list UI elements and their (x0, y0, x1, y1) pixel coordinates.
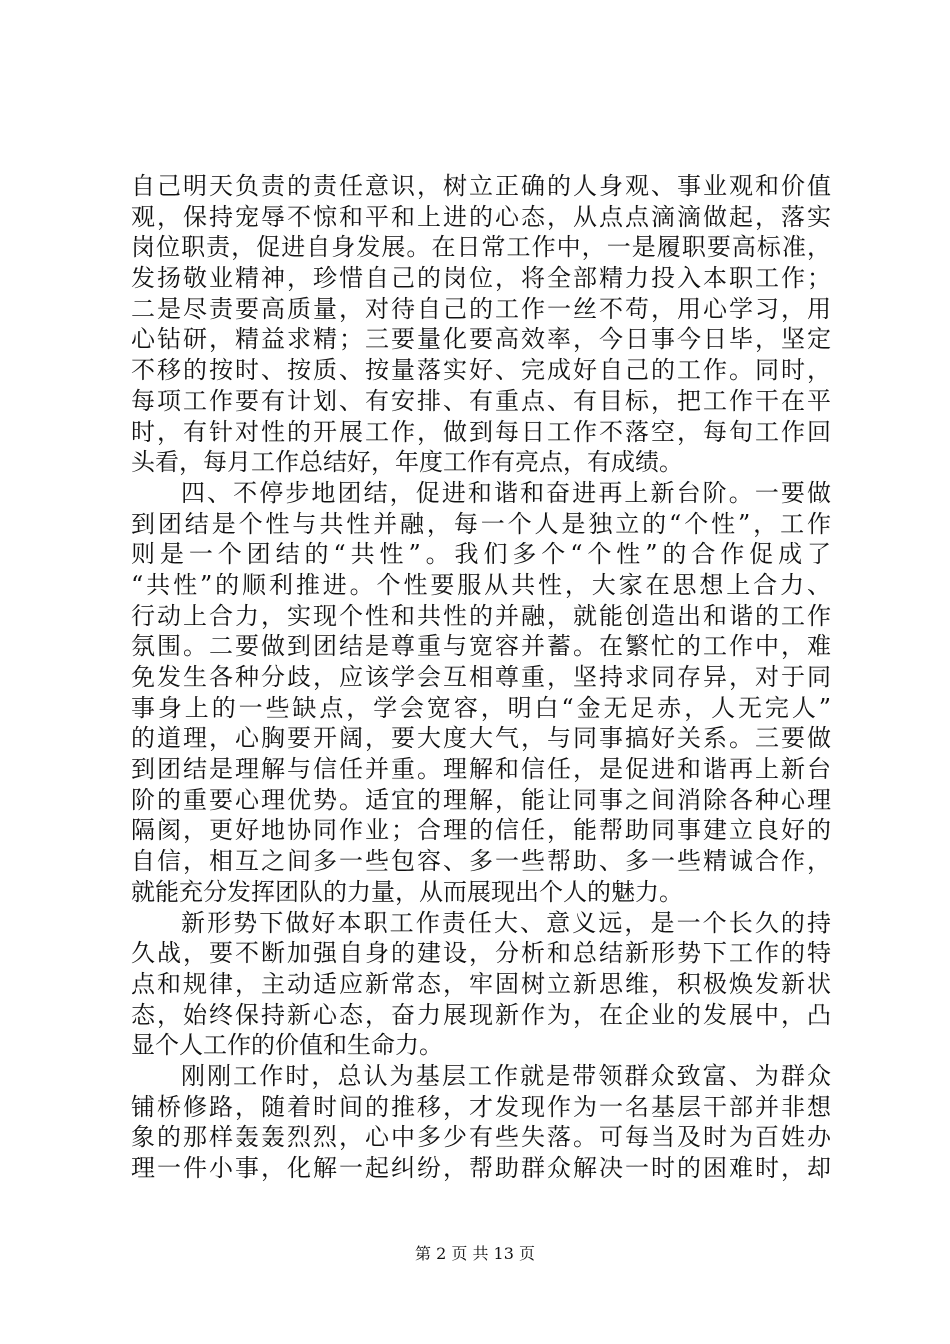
text-line: 铺桥修路，随着时间的推移，才发现作为一名基层干部并非想 (131, 1092, 831, 1121)
text-line: 就能充分发挥团队的力量，从而展现出个人的魅力。 (131, 877, 683, 906)
text-line: 事身上的一些缺点，学会宽容，明白“金无足赤，人无完人” (131, 693, 831, 722)
text-line: 刚刚工作时，总认为基层工作就是带领群众致富、为群众 (181, 1061, 831, 1090)
paragraph (131, 1061, 831, 1184)
paragraph (131, 478, 831, 908)
text-line: 到团结是理解与信任并重。理解和信任，是促进和谐再上新台 (131, 755, 831, 784)
text-line: 态，始终保持新心态，奋力展现新作为，在企业的发展中，凸 (131, 1000, 831, 1029)
text-line: 点和规律，主动适应新常态，牢固树立新思维，积极焕发新状 (131, 969, 831, 998)
page-number-footer: 第 2 页 共 13 页 (415, 1244, 535, 1263)
text-line: 头看，每月工作总结好，年度工作有亮点，有成绩。 (131, 448, 683, 477)
text-line: 久战，要不断加强自身的建设，分析和总结新形势下工作的特 (131, 939, 831, 968)
text-line: 行动上合力，实现个性和共性的并融，就能创造出和谐的工作 (131, 601, 831, 630)
text-line: 四、不停步地团结，促进和谐和奋进再上新台阶。一要做 (181, 478, 831, 507)
text-line: 阶的重要心理优势。适宜的理解，能让同事之间消除各种心理 (131, 785, 831, 814)
text-line: 到团结是个性与共性并融，每一个人是独立的“个性”，工作 (131, 509, 831, 538)
document-body (131, 171, 831, 1184)
text-line: 的道理，心胸要开阔，要大度大气，与同事搞好关系。三要做 (131, 724, 831, 753)
text-line: 新形势下做好本职工作责任大、意义远，是一个长久的持 (181, 908, 831, 937)
text-line: 理一件小事，化解一起纠纷，帮助群众解决一时的困难时，却 (131, 1154, 831, 1182)
text-line: 氛围。二要做到团结是尊重与宽容并蓄。在繁忙的工作中，难 (131, 632, 831, 661)
text-line: 二是尽责要高质量，对待自己的工作一丝不苟，用心学习，用 (131, 294, 831, 323)
text-line: 象的那样轰轰烈烈，心中多少有些失落。可每当及时为百姓办 (131, 1123, 831, 1152)
text-line: 显个人工作的价值和生命力。 (131, 1031, 443, 1060)
text-line: 隔阂，更好地协同作业；合理的信任，能帮助同事建立良好的 (131, 816, 831, 845)
text-line: 则是一个团结的“共性”。我们多个“个性”的合作促成了 (131, 540, 831, 569)
text-line: 发扬敬业精神，珍惜自己的岗位，将全部精力投入本职工作； (131, 264, 831, 293)
text-line: “共性”的顺利推进。个性要服从共性，大家在思想上合力、 (131, 570, 831, 599)
text-line: 岗位职责，促进自身发展。在日常工作中，一是履职要高标准， (131, 233, 831, 262)
paragraph (131, 171, 831, 478)
text-line: 时，有针对性的开展工作，做到每日工作不落空，每旬工作回 (131, 417, 831, 446)
paragraph (131, 908, 831, 1061)
text-line: 每项工作要有计划、有安排、有重点、有目标，把工作干在平 (131, 386, 831, 415)
text-line: 观，保持宠辱不惊和平和上进的心态，从点点滴滴做起，落实 (131, 202, 831, 231)
text-line: 自己明天负责的责任意识，树立正确的人身观、事业观和价值 (131, 172, 831, 200)
text-line: 不移的按时、按质、按量落实好、完成好自己的工作。同时， (131, 356, 831, 385)
text-line: 自信，相互之间多一些包容、多一些帮助、多一些精诚合作， (131, 847, 831, 876)
text-line: 免发生各种分歧，应该学会互相尊重，坚持求同存异，对于同 (131, 663, 831, 691)
text-line: 心钻研，精益求精；三要量化要高效率，今日事今日毕，坚定 (131, 325, 831, 354)
